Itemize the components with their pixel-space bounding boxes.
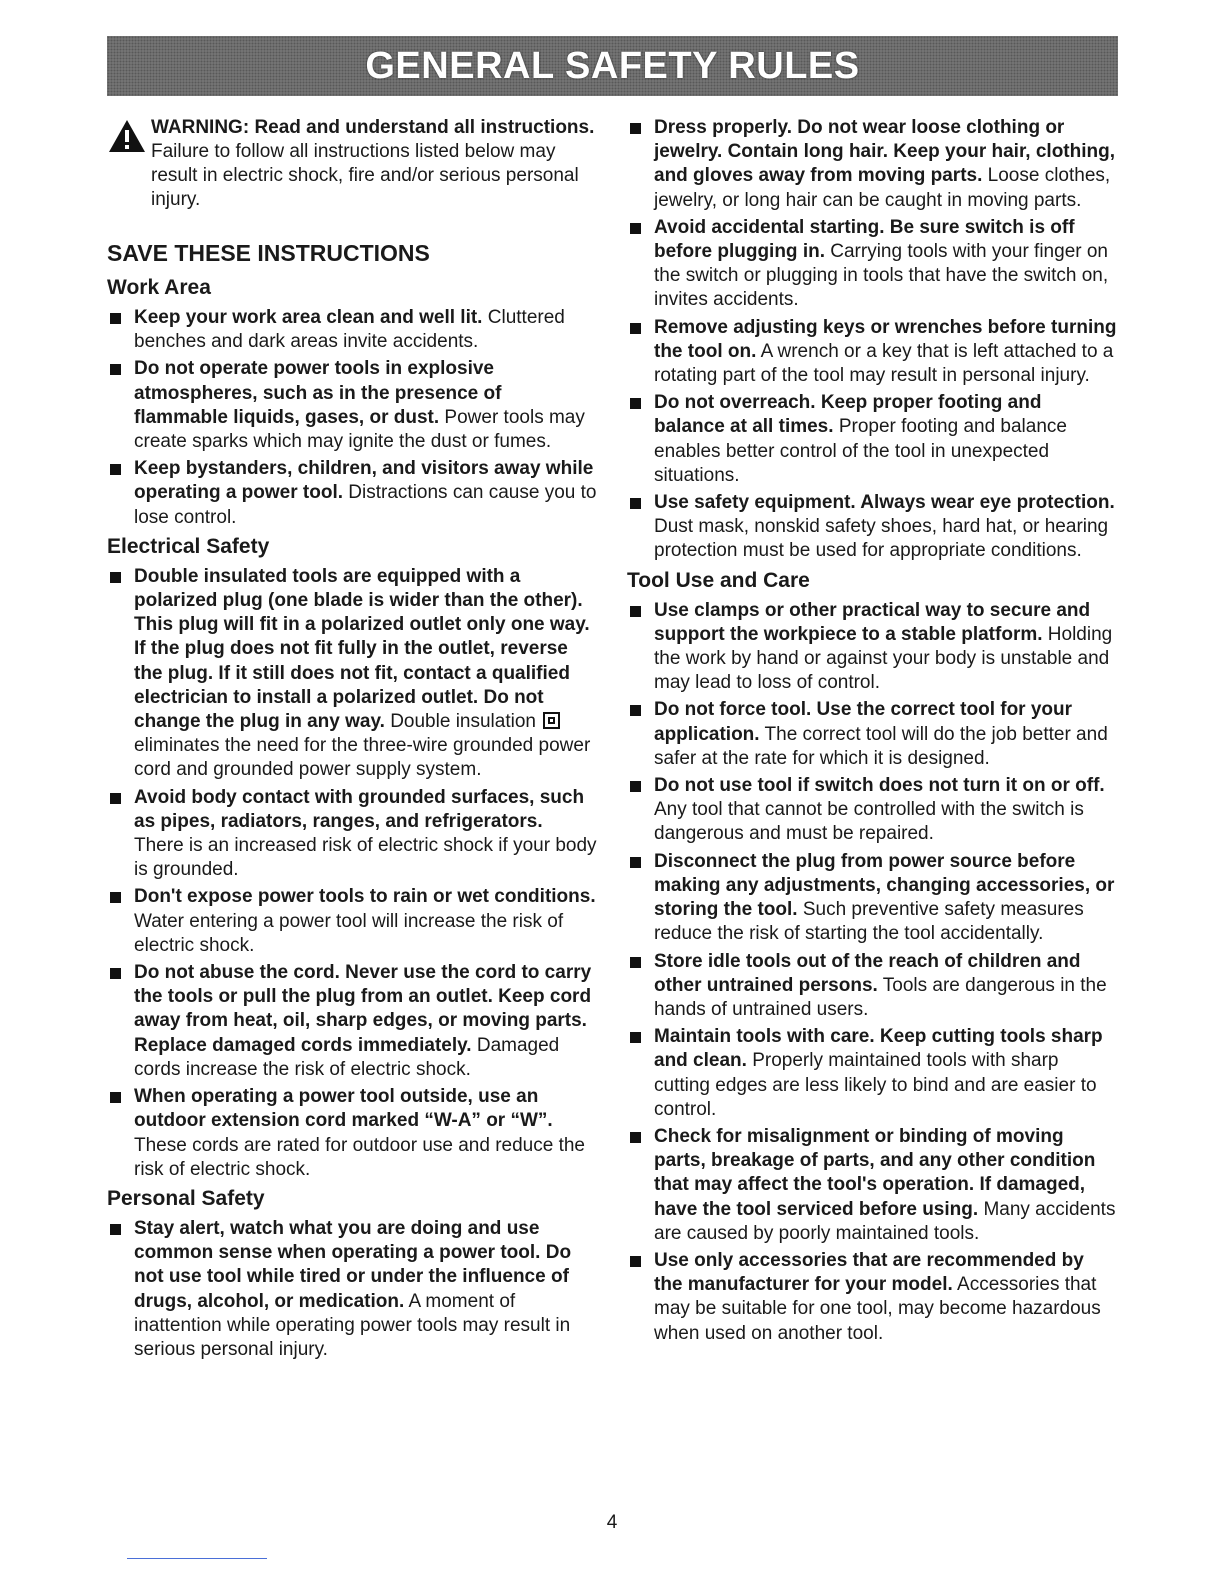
list-item — [627, 216, 1117, 313]
rule-text: eliminates the need for the three-wire grounded power cord and grounded power supply system. — [134, 735, 591, 781]
tool-use-heading: Tool Use and Care — [627, 568, 810, 592]
personal-safety-list-right — [627, 116, 1117, 564]
rule-bold: Keep your work area clean and well lit. — [134, 307, 483, 328]
rule-bold: Do not force tool. Use the correct tool for your application. — [654, 699, 1073, 745]
square-bullet-icon — [110, 1224, 121, 1235]
rule-text: A moment of inattention while operating power tools may result in serious personal injury. — [134, 1290, 571, 1360]
left-column — [107, 116, 597, 1365]
rule-bold: Do not overreach. Keep proper footing and balance at all times. — [654, 392, 1042, 438]
square-bullet-icon — [630, 1132, 641, 1143]
list-item — [627, 850, 1117, 947]
square-bullet-icon — [630, 323, 641, 334]
rule-text: Power tools may create sparks which may ignite the dust or fumes. — [134, 406, 585, 453]
rule-text: These cords are rated for outdoor use and reduce the risk of electric shock. — [134, 1134, 585, 1180]
square-bullet-icon — [630, 705, 641, 716]
square-bullet-icon — [110, 892, 121, 903]
warning-text — [151, 116, 597, 212]
rule-text: Many accidents are caused by poorly maintained tools. — [654, 1198, 1116, 1244]
rule-text: Cluttered benches and dark areas invite accidents. — [134, 307, 565, 353]
list-item — [107, 885, 597, 958]
list-item — [627, 599, 1117, 696]
rule-bold: Use only accessories that are recommended by the manufacturer for your model. — [654, 1249, 1084, 1296]
save-instructions-title: SAVE THESE INSTRUCTIONS — [107, 240, 430, 266]
rule-bold: Don't expose power tools to rain or wet conditions. — [134, 886, 596, 908]
list-item — [107, 1085, 597, 1182]
work-area-heading: Work Area — [107, 276, 211, 299]
footer-line — [127, 1558, 267, 1559]
rule-text: Tools are dangerous in the hands of untrained users. — [654, 974, 1107, 1020]
square-bullet-icon — [630, 1032, 641, 1043]
list-item — [107, 357, 597, 454]
rule-bold: When operating a power tool outside, use an outdoor extension cord marked “W-A” or “W”. — [134, 1086, 553, 1132]
list-item — [627, 491, 1117, 564]
rule-text: Any tool that cannot be controlled with the switch is dangerous and must be repaired. — [654, 799, 1084, 845]
rule-text: There is an increased risk of electric shock if your body is grounded. — [134, 835, 597, 881]
square-bullet-icon — [630, 781, 641, 792]
list-item — [107, 1217, 597, 1362]
tool-use-list — [627, 599, 1117, 1346]
rule-text: Loose clothes, jewelry, or long hair can be caught in moving parts. — [654, 165, 1111, 211]
rule-text: Accessories that may be suitable for one tool, may become hazardous when used on another tool. — [654, 1274, 1101, 1344]
square-bullet-icon — [110, 464, 121, 475]
list-item — [627, 116, 1117, 213]
square-bullet-icon — [630, 398, 641, 409]
rule-text: Proper footing and balance enables better control of the tool in unexpected situations. — [654, 416, 1067, 486]
square-bullet-icon — [630, 957, 641, 968]
rule-text: Dust mask, nonskid safety shoes, hard hat, or hearing protection must be used for appropriate conditions. — [654, 516, 1109, 562]
square-bullet-icon — [630, 123, 641, 134]
list-item — [627, 391, 1117, 488]
double-insulation-icon — [543, 712, 560, 729]
work-area-list — [107, 306, 597, 530]
right-column — [627, 116, 1117, 1349]
square-bullet-icon — [630, 1256, 641, 1267]
square-bullet-icon — [630, 498, 641, 509]
rule-text: Holding the work by hand or against your body is unstable and may lead to loss of control. — [654, 623, 1113, 694]
warning-bold: Read and understand all instructions. — [254, 117, 595, 138]
rule-text: Distractions can cause you to lose control. — [134, 482, 597, 528]
rule-text: Damaged cords increase the risk of electric shock. — [134, 1034, 560, 1080]
rule-bold: Remove adjusting keys or wrenches before turning the tool on. — [654, 316, 1117, 362]
personal-safety-list-left — [107, 1217, 597, 1362]
rule-bold: Use clamps or other practical way to secure and support the workpiece to a stable platform. — [654, 599, 1091, 645]
warning-label: WARNING: — [151, 117, 250, 138]
list-item — [627, 1249, 1117, 1346]
rule-bold: Avoid accidental starting. Be sure switch is off before plugging in. — [654, 216, 1075, 263]
rule-bold: Dress properly. Do not wear loose clothing or jewelry. Contain long hair. Keep your hair, clothing, and gloves away from moving parts. — [654, 117, 1116, 187]
warning-block — [107, 116, 597, 212]
rule-text: A wrench or a key that is left attached to a rotating part of the tool may result in personal injury. — [654, 340, 1114, 387]
rule-bold: Store idle tools out of the reach of children and other untrained persons. — [654, 950, 1081, 996]
rule-text: Such preventive safety measures reduce the risk of starting the tool accidentally. — [654, 899, 1084, 945]
rule-text: Double insulation — [390, 711, 536, 733]
rule-bold: Check for misalignment or binding of moving parts, breakage of parts, and any other condition that may affect the tool's operation. If damaged, have the tool serviced before using. — [654, 1125, 1096, 1220]
square-bullet-icon — [110, 364, 121, 375]
square-bullet-icon — [110, 793, 121, 804]
square-bullet-icon — [110, 572, 121, 583]
rule-bold: Stay alert, watch what you are doing and use common sense when operating a power tool. Do not use tool while tired or under the influence of drugs, alcohol, or medication. — [134, 1217, 572, 1312]
square-bullet-icon — [630, 606, 641, 617]
list-item — [627, 1025, 1117, 1122]
rule-bold: Do not use tool if switch does not turn it on or off. — [654, 775, 1105, 797]
rule-text: Carrying tools with your finger on the switch or plugging in tools that have the switch on, invites accidents. — [654, 241, 1109, 311]
rule-bold: Keep bystanders, children, and visitors away while operating a power tool. — [134, 458, 594, 504]
square-bullet-icon — [630, 223, 641, 234]
rule-bold: Do not operate power tools in explosive atmospheres, such as in the presence of flammable liquids, gases, or dust. — [134, 358, 502, 428]
rule-bold: Do not abuse the cord. Never use the cord to carry the tools or pull the plug from an outlet. Keep cord away from heat, oil, sharp edges, or moving parts. Replace damaged cords immediately. — [134, 962, 592, 1056]
page-title: GENERAL SAFETY RULES — [365, 44, 860, 87]
rule-bold: Use safety equipment. Always wear eye protection. — [654, 492, 1115, 514]
list-item — [627, 950, 1117, 1023]
list-item — [107, 961, 597, 1082]
electrical-safety-list — [107, 565, 597, 1182]
rule-text: The correct tool will do the job better and safer at the rate for which it is designed. — [654, 723, 1108, 769]
rule-text: Water entering a power tool will increase the risk of electric shock. — [134, 910, 564, 956]
rule-bold: Avoid body contact with grounded surfaces, such as pipes, radiators, ranges, and refrigerators. — [134, 786, 585, 832]
rule-bold: Disconnect the plug from power source before making any adjustments, changing accessories, or storing the tool. — [654, 850, 1115, 921]
electrical-safety-heading: Electrical Safety — [107, 534, 270, 558]
list-item — [107, 457, 597, 530]
list-item — [627, 774, 1117, 847]
personal-safety-heading: Personal Safety — [107, 1186, 265, 1210]
warning-body: Failure to follow all instructions listed below may result in electric shock, fire and/or serious personal injury. — [151, 141, 579, 210]
square-bullet-icon — [110, 968, 121, 979]
rule-bold: Double insulated tools are equipped with a polarized plug (one blade is wider than the other). This plug will fit in a polarized outlet only one way. If the plug does not fit fully in the outlet, reverse the plug. If it still does not fit, contact a qualified electrician to install a polarized outlet. Do not change the plug in any way. — [134, 565, 590, 733]
rule-bold: Maintain tools with care. Keep cutting tools sharp and clean. — [654, 1026, 1103, 1072]
list-item — [107, 565, 597, 783]
square-bullet-icon — [630, 857, 641, 868]
square-bullet-icon — [110, 1092, 121, 1103]
list-item — [107, 306, 597, 354]
square-bullet-icon — [110, 313, 121, 324]
list-item — [107, 786, 597, 883]
list-item — [627, 316, 1117, 389]
page-number: 4 — [606, 1512, 618, 1533]
rule-text: Properly maintained tools with sharp cutting edges are less likely to bind and are easier to control. — [654, 1050, 1097, 1120]
list-item — [627, 1125, 1117, 1246]
title-banner — [107, 36, 1118, 96]
warning-triangle-icon — [107, 118, 147, 154]
list-item — [627, 698, 1117, 771]
